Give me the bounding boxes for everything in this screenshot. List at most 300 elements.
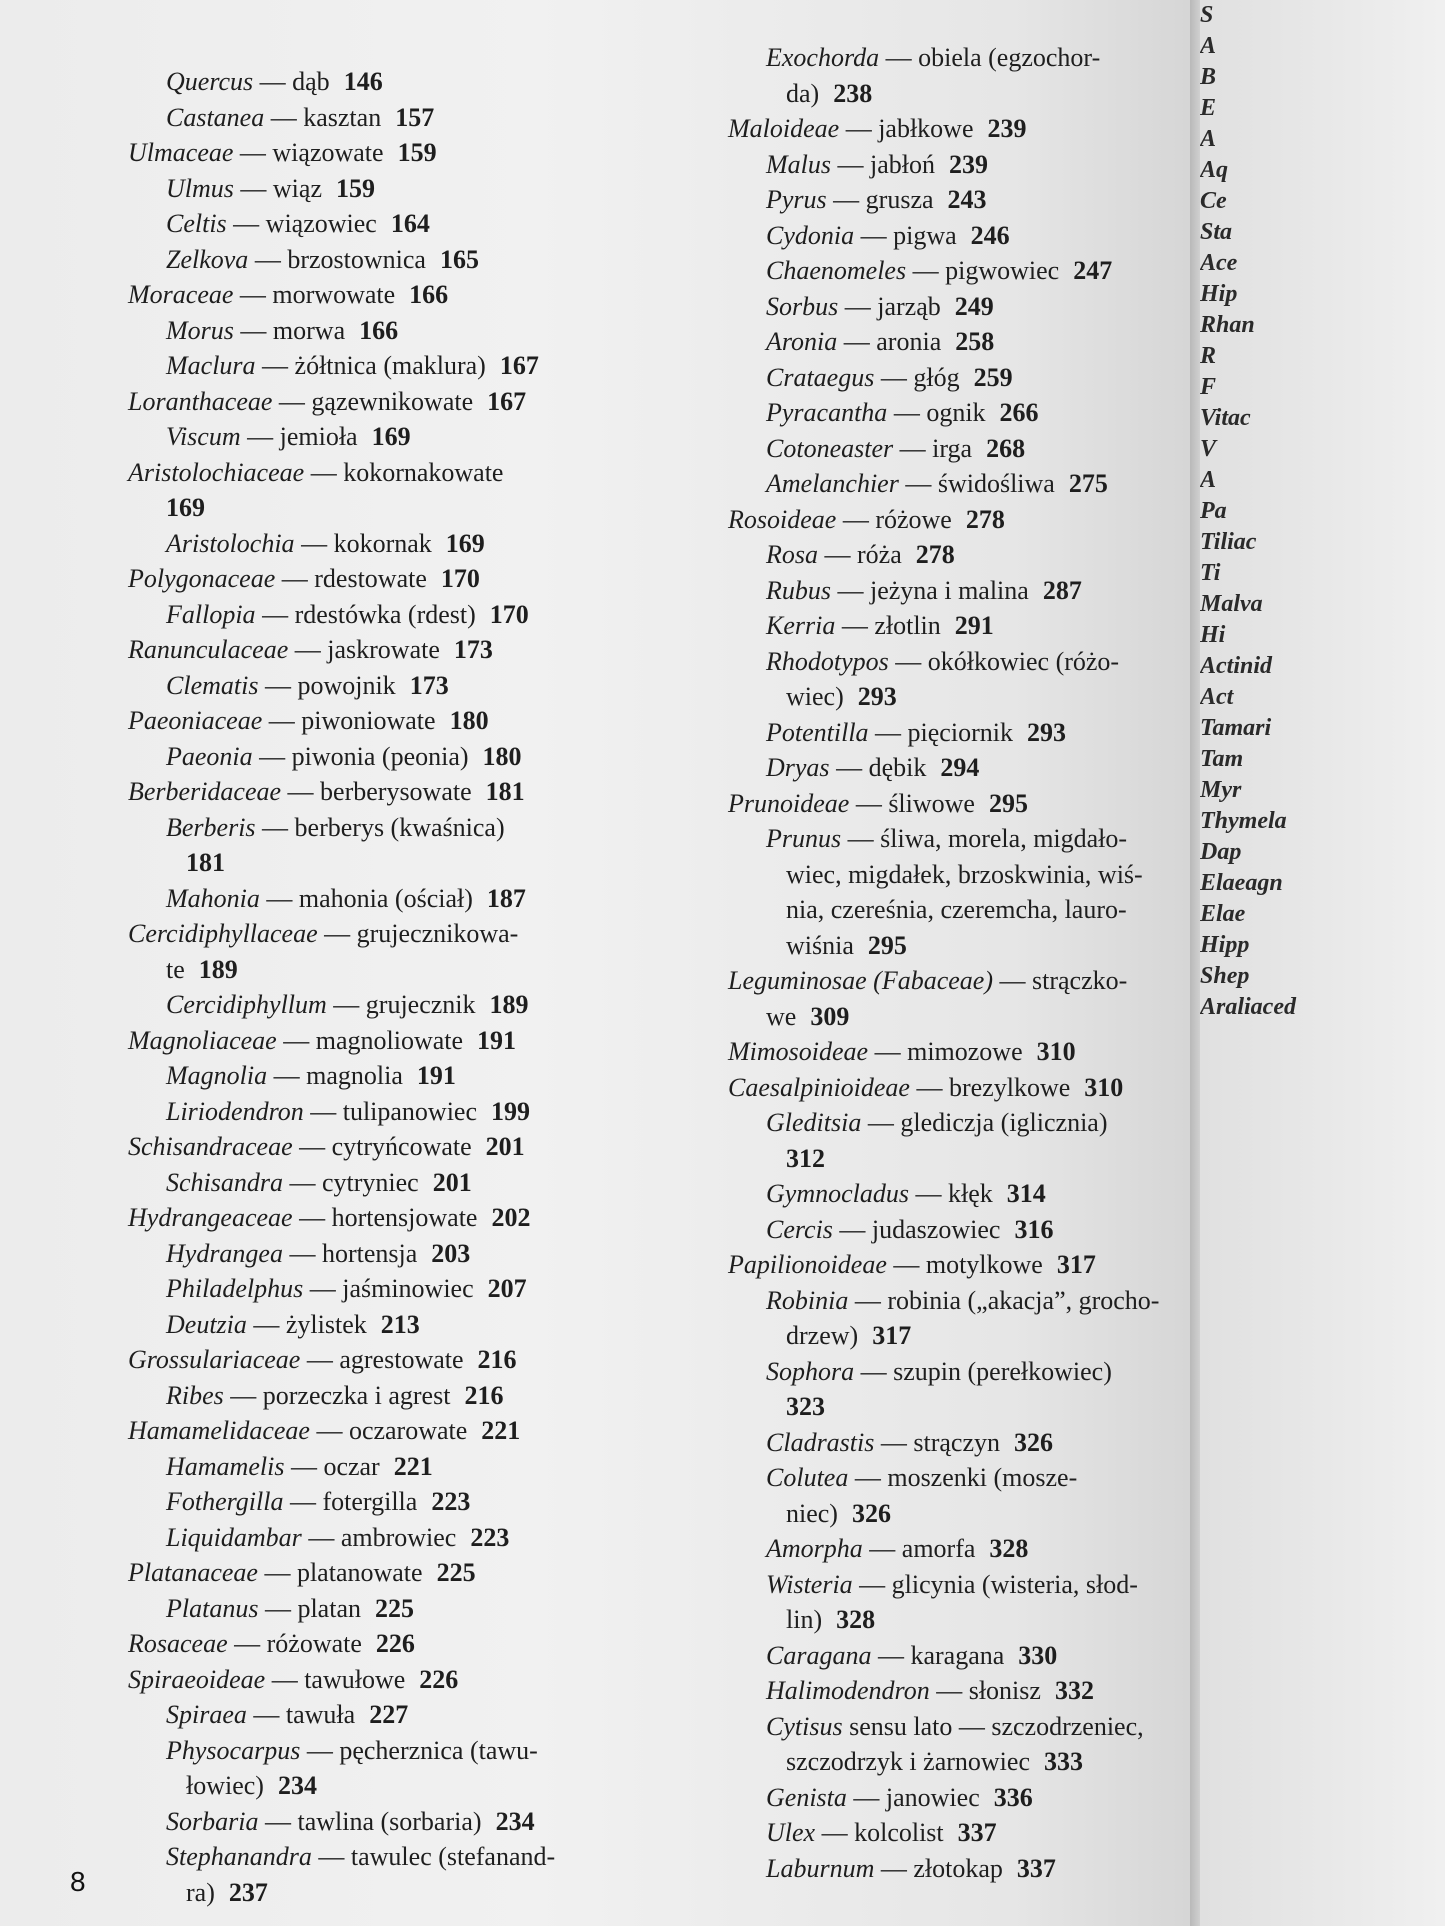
latin-name: Physocarpus: [166, 1735, 301, 1765]
right-page-fragment: Tiliac: [1200, 529, 1257, 555]
index-entry: Grossulariaceae — agrestowate 216: [128, 1345, 517, 1374]
page-ref: 221: [481, 1416, 521, 1445]
index-entry-continuation: [728, 928, 1248, 964]
polish-name: jabłoń: [870, 149, 935, 179]
polish-name: grujecznik: [365, 990, 476, 1019]
index-entry: Celtis — wiązowiec 164: [166, 209, 430, 238]
index-entry-continuation: [128, 845, 568, 881]
polish-name: berberysowate: [320, 777, 472, 806]
page-ref: 294: [940, 753, 980, 782]
polish-name-continued: drzew): [786, 1321, 859, 1350]
polish-name: jabłkowe: [878, 114, 974, 143]
right-page-fragment: V: [1200, 436, 1217, 462]
index-entry: Wisteria — glicynia (wisteria, słod-: [766, 1569, 1138, 1599]
page-ref: 173: [453, 635, 493, 664]
page-ref: 291: [954, 611, 994, 640]
index-entry: Hydrangea — hortensja 203: [166, 1238, 471, 1268]
right-page-fragment: Act: [1200, 684, 1234, 710]
index-entry: Castanea — kasztan 157: [166, 102, 435, 132]
polish-name: dębik: [868, 753, 927, 782]
latin-name: Schisandraceae: [128, 1132, 293, 1161]
index-entry: Papilionoideae — motylkowe 317: [728, 1250, 1096, 1279]
index-entry: Loranthaceae — gązewnikowate 167: [128, 386, 527, 416]
index-entry: Philadelphus — jaśminowiec 207: [166, 1274, 527, 1303]
right-page-fragment: Rhan: [1200, 312, 1255, 338]
polish-name: oczar: [323, 1451, 380, 1481]
latin-name: Robinia: [766, 1285, 849, 1315]
latin-name: Ulmus: [166, 173, 234, 203]
latin-name: Berberis: [166, 812, 256, 842]
index-entry: Hamamelidaceae — oczarowate 221: [128, 1416, 521, 1445]
index-entry: Cercidiphyllum — grujecznik 189: [166, 990, 529, 1019]
polish-name-continued: lin): [786, 1605, 823, 1634]
index-entry: Crataegus — głóg 259: [766, 362, 1013, 392]
latin-name: Potentilla: [766, 717, 869, 747]
page-ref: 337: [1016, 1853, 1056, 1883]
index-entry-continuation: [128, 952, 568, 988]
index-entry: Platanus — platan 225: [166, 1593, 414, 1623]
page-ref: 323: [786, 1392, 825, 1421]
right-page-fragment: Ti: [1200, 560, 1221, 586]
latin-name: Magnoliaceae: [128, 1025, 277, 1055]
index-entry: Pyrus — grusza 243: [766, 185, 987, 214]
latin-name: Laburnum: [766, 1853, 875, 1883]
page-ref: 287: [1042, 575, 1082, 605]
page-ref: 167: [499, 351, 539, 380]
latin-name: Crataegus: [766, 362, 875, 392]
polish-name-continued: we: [766, 1001, 797, 1031]
page-ref: 203: [431, 1238, 471, 1268]
page-ref: 223: [470, 1522, 510, 1552]
index-entry: Mahonia — mahonia (ościał) 187: [166, 883, 526, 913]
right-page-fragment: Shep: [1200, 963, 1250, 989]
index-entry: Berberidaceae — berberysowate 181: [128, 777, 525, 806]
polish-name: platan: [297, 1593, 361, 1623]
polish-name: grusza: [865, 185, 934, 214]
index-entry: Mimosoideae — mimozowe 310: [728, 1037, 1076, 1066]
latin-name: Amorpha: [766, 1534, 863, 1563]
latin-name: Pyracantha: [766, 398, 888, 427]
polish-name: jaskrowate: [327, 635, 440, 664]
page-ref: 181: [186, 848, 225, 877]
polish-name: judaszowiec: [871, 1214, 1001, 1244]
index-entry: Caesalpinioideae — brezylkowe 310: [728, 1072, 1124, 1102]
polish-name: motylkowe: [925, 1250, 1043, 1279]
index-entry: Ulmaceae — wiązowate 159: [128, 138, 437, 167]
page-ref: 317: [1056, 1250, 1096, 1279]
latin-name: Leguminosae (Fabaceae): [728, 966, 993, 995]
index-entry: Schisandra — cytryniec 201: [166, 1167, 472, 1197]
index-entry: Rosoideae — różowe 278: [728, 504, 1005, 534]
polish-name: śliwowe: [888, 788, 975, 818]
page-ref: 169: [166, 493, 205, 522]
polish-name: aronia: [876, 327, 942, 356]
polish-name: różowate: [266, 1629, 362, 1658]
index-entry: Liriodendron — tulipanowiec 199: [166, 1096, 531, 1126]
page-ref: 309: [810, 1001, 850, 1031]
polish-name: morwowate: [272, 280, 396, 309]
index-entry: Moraceae — morwowate 166: [128, 280, 449, 309]
polish-name: strączko-: [1031, 966, 1128, 995]
page-ref: 191: [416, 1061, 456, 1090]
index-entry: Rubus — jeżyna i malina 287: [766, 575, 1082, 605]
latin-name: Caesalpinioideae: [728, 1072, 910, 1102]
index-entry: Physocarpus — pęcherznica (tawu-: [166, 1735, 538, 1765]
latin-name: Pyrus: [766, 185, 827, 214]
page-ref: 226: [419, 1664, 459, 1694]
polish-name: jemioła: [279, 422, 358, 451]
index-entry: Amelanchier — świdośliwa 275: [766, 469, 1108, 498]
page-ref: 181: [485, 777, 525, 806]
polish-name: tawulec (stefanand-: [350, 1842, 556, 1871]
polish-name: porzeczka i agrest: [262, 1380, 451, 1410]
latin-name: Genista: [766, 1782, 847, 1812]
index-entry: Quercus — dąb 146: [166, 67, 383, 96]
polish-name: piwoniowate: [301, 706, 436, 735]
page-ref: 268: [986, 433, 1026, 463]
right-page-fragment: Actinid: [1200, 653, 1273, 679]
polish-name: pigwa: [893, 220, 957, 250]
polish-name: rdestowate: [314, 564, 427, 593]
index-entry: Sophora — szupin (perełkowiec): [766, 1356, 1112, 1386]
polish-name: żylistek: [285, 1309, 367, 1339]
index-entry: Hamamelis — oczar 221: [166, 1451, 433, 1481]
page-ref: 166: [359, 315, 399, 345]
right-page-fragment: A: [1200, 33, 1217, 59]
polish-name: grujecznikowa-: [356, 919, 519, 948]
right-page-fragment: Araliaced: [1200, 994, 1296, 1020]
page-ref: 316: [1014, 1214, 1054, 1244]
index-entry-continuation: [128, 490, 568, 526]
index-entry: Prunus — śliwa, morela, migdało-: [766, 824, 1128, 853]
polish-name: gązewnikowate: [311, 386, 474, 416]
polish-name: robinia („akacja”, grocho-: [887, 1285, 1160, 1315]
page-ref: 310: [1084, 1072, 1124, 1102]
page-ref: 337: [957, 1818, 997, 1847]
page-ref: 326: [851, 1498, 891, 1528]
polish-name: róża: [857, 540, 902, 569]
page-ref: 332: [1054, 1676, 1094, 1705]
index-entry: Colutea — moszenki (mosze-: [766, 1463, 1078, 1492]
latin-name: Maclura: [166, 351, 256, 380]
index-entry: Gymnocladus — kłęk 314: [766, 1179, 1046, 1208]
latin-name: Liquidambar: [166, 1522, 302, 1552]
latin-name: Ulex: [766, 1818, 816, 1847]
right-page-fragment: F: [1200, 374, 1217, 400]
latin-name: Cercidiphyllum: [166, 990, 327, 1019]
latin-name: Hydrangeaceae: [128, 1203, 293, 1232]
page-ref: 216: [464, 1380, 504, 1410]
polish-name-continued: wiec, migdałek, brzoskwinia, wiś-: [786, 859, 1143, 889]
polish-name: hortensjowate: [331, 1203, 478, 1232]
page-ref: 164: [390, 209, 430, 238]
right-page-fragment: Tam: [1200, 746, 1244, 772]
page-ref: 221: [393, 1451, 433, 1481]
index-entry-continuation: [728, 1389, 1248, 1425]
index-entry-continuation: [128, 1875, 568, 1911]
page-ref: 237: [228, 1877, 268, 1907]
right-page-fragment: Ace: [1200, 250, 1238, 276]
polish-name: ognik: [926, 398, 986, 427]
polish-name: okółkowiec (różo-: [927, 646, 1120, 676]
polish-name-continued: wiśnia: [786, 930, 854, 960]
page-ref: 278: [965, 504, 1005, 534]
page-ref: 258: [955, 327, 995, 356]
polish-name: kokornakowate: [343, 457, 504, 487]
page-ref: 266: [999, 398, 1039, 427]
right-page-fragment: B: [1200, 64, 1217, 90]
latin-name: Morus: [166, 315, 234, 345]
page-ref: 159: [336, 173, 375, 203]
index-entry: Rosa — róża 278: [766, 540, 955, 569]
index-entry: Exochorda — obiela (egzochor-: [766, 43, 1101, 72]
polish-name: karagana: [910, 1640, 1005, 1670]
latin-name: Mimosoideae: [728, 1037, 869, 1066]
index-entry-continuation: [728, 76, 1248, 112]
index-column-middle: [728, 40, 1248, 1886]
page-ref: 328: [989, 1534, 1029, 1563]
index-entry-continuation: [728, 1318, 1248, 1354]
page-ref: 238: [833, 78, 873, 108]
index-entry: Clematis — powojnik 173: [166, 670, 449, 700]
index-entry: Potentilla — pięciornik 293: [766, 717, 1066, 747]
polish-name: złotlin: [874, 611, 941, 640]
index-entry: Ribes — porzeczka i agrest 216: [166, 1380, 504, 1410]
right-page-fragment: Vitac: [1200, 405, 1251, 431]
index-entry-continuation: [728, 857, 1248, 893]
index-entry: Maclura — żółtnica (maklura) 167: [166, 351, 539, 380]
index-entry: Aristolochia — kokornak 169: [166, 528, 485, 558]
latin-name: Amelanchier: [766, 469, 899, 498]
page-ref: 226: [375, 1629, 415, 1658]
polish-name-continued: łowiec): [186, 1771, 264, 1800]
page-ref: 295: [867, 930, 907, 960]
page-ref: 317: [872, 1321, 912, 1350]
polish-name: glediczja (iglicznia): [900, 1108, 1108, 1137]
index-entry: Magnoliaceae — magnoliowate 191: [128, 1025, 517, 1055]
polish-name: pigwowiec: [945, 256, 1060, 285]
latin-name: Aronia: [766, 327, 838, 356]
latin-name: Platanaceae: [128, 1558, 258, 1587]
index-entry: Amorpha — amorfa 328: [766, 1534, 1029, 1563]
latin-name: Dryas: [766, 753, 830, 782]
index-entry: Fallopia — rdestówka (rdest) 170: [166, 599, 529, 629]
page-ref: 336: [993, 1782, 1033, 1812]
page-ref: 202: [491, 1203, 531, 1232]
latin-name: Deutzia: [166, 1309, 247, 1339]
page-ref: 314: [1006, 1179, 1046, 1208]
latin-name: Berberidaceae: [128, 777, 282, 806]
polish-name: szupin (perełkowiec): [893, 1356, 1112, 1386]
index-entry: Sorbaria — tawlina (sorbaria) 234: [166, 1806, 535, 1836]
polish-name: glicynia (wisteria, słod-: [891, 1569, 1138, 1599]
latin-name: Fallopia: [166, 599, 256, 629]
index-entry: Chaenomeles — pigwowiec 247: [766, 256, 1113, 285]
right-page-fragment: Hipp: [1200, 932, 1250, 958]
page-ref: 234: [495, 1806, 535, 1836]
index-entry: Gleditsia — glediczja (iglicznia): [766, 1108, 1108, 1137]
page-ref: 278: [915, 540, 955, 569]
index-entry: Stephanandra — tawulec (stefanand-: [166, 1842, 556, 1871]
latin-name: Papilionoideae: [728, 1250, 887, 1279]
page-ref: 187: [486, 883, 526, 913]
page-ref: 180: [449, 706, 489, 735]
page-number: 8: [70, 1866, 86, 1897]
index-entry: Aronia — aronia 258: [766, 327, 995, 356]
polish-name: kasztan: [303, 102, 382, 132]
right-page-fragment: Myr: [1200, 777, 1242, 803]
latin-name: Paeoniaceae: [128, 706, 263, 735]
index-entry: Schisandraceae — cytryńcowate 201: [128, 1132, 525, 1161]
right-page-fragment: Dap: [1200, 839, 1242, 865]
index-entry: Ulex — kolcolist 337: [766, 1818, 997, 1847]
latin-name: Grossulariaceae: [128, 1345, 301, 1374]
latin-name: Halimodendron: [766, 1676, 930, 1705]
page-ref: 201: [485, 1132, 525, 1161]
page-ref: 330: [1018, 1640, 1058, 1670]
polish-name: magnolia: [306, 1061, 403, 1090]
index-entry: Liquidambar — ambrowiec 223: [166, 1522, 510, 1552]
polish-name: wiązowate: [272, 138, 384, 167]
index-entry: Cydonia — pigwa 246: [766, 220, 1010, 250]
polish-name: jaśminowiec: [342, 1274, 474, 1303]
polish-name: słonisz: [968, 1676, 1041, 1705]
page-ref: 166: [409, 280, 449, 309]
polish-name-continued: niec): [786, 1498, 838, 1528]
index-entry: Halimodendron — słonisz 332: [766, 1676, 1094, 1705]
polish-name-continued: te: [166, 954, 185, 984]
page-ref: 170: [489, 599, 529, 629]
polish-name-continued: ra): [186, 1877, 215, 1907]
index-entry: Cercidiphyllaceae — grujecznikowa-: [128, 919, 519, 948]
index-entry: Caragana — karagana 330: [766, 1640, 1058, 1670]
polish-name: różowe: [875, 504, 952, 534]
page-ref: 180: [482, 741, 522, 771]
page-ref: 225: [436, 1558, 476, 1587]
page-ref: 326: [1014, 1427, 1053, 1457]
page-ref: 225: [374, 1593, 414, 1623]
latin-name: Wisteria: [766, 1569, 853, 1599]
page-ref: 293: [857, 682, 897, 711]
index-entry: Maloideae — jabłkowe 239: [728, 114, 1027, 143]
polish-name: oczarowate: [348, 1416, 468, 1445]
polish-name: janowiec: [885, 1782, 980, 1812]
polish-name: irga: [932, 433, 973, 463]
right-page-fragment: E: [1200, 95, 1217, 121]
latin-name: Aristolochiaceae: [128, 457, 305, 487]
page-ref: 159: [397, 138, 437, 167]
latin-name: Spiraeoideae: [128, 1664, 266, 1694]
latin-name: Sorbaria: [166, 1806, 259, 1836]
page-ref: 249: [954, 291, 994, 321]
latin-name: Cercidiphyllaceae: [128, 919, 318, 948]
latin-name: Cladrastis: [766, 1427, 875, 1457]
page-ref: 189: [198, 954, 238, 984]
latin-name: Caragana: [766, 1640, 872, 1670]
index-entry: Ulmus — wiąz 159: [166, 173, 375, 203]
page-ref: 146: [343, 67, 383, 96]
page-ref: 223: [431, 1487, 471, 1516]
index-entry-continuation: [728, 999, 1248, 1035]
polish-name: tawlina (sorbaria): [297, 1806, 482, 1836]
index-entry: Robinia — robinia („akacja”, grocho-: [766, 1285, 1160, 1315]
right-page-fragment: A: [1200, 126, 1217, 152]
index-entry: Ranunculaceae — jaskrowate 173: [128, 635, 493, 664]
latin-name: Gymnocladus: [766, 1179, 909, 1208]
latin-name: Sorbus: [766, 291, 839, 321]
polish-name: dąb: [292, 67, 330, 96]
index-entry: Polygonaceae — rdestowate 170: [128, 564, 480, 593]
page-ref: 169: [371, 422, 411, 451]
polish-name: morwa: [272, 315, 346, 345]
polish-name: piwonia (peonia): [291, 741, 469, 771]
index-entry-continuation: [728, 1141, 1248, 1177]
latin-name: Platanus: [166, 1593, 259, 1623]
polish-name: hortensja: [321, 1238, 418, 1268]
page-ref: 191: [477, 1025, 517, 1055]
latin-name: Liriodendron: [166, 1096, 304, 1126]
polish-name-continued: wiec): [786, 682, 844, 711]
page-ref: 234: [277, 1771, 317, 1800]
latin-name: Clematis: [166, 670, 259, 700]
index-entry-continuation: [128, 1768, 568, 1804]
polish-name: tawuła: [285, 1700, 356, 1729]
latin-name: Exochorda: [766, 43, 880, 72]
index-entry-continuation: [728, 892, 1248, 928]
polish-name: jeżyna i malina: [870, 575, 1029, 605]
latin-name: Cercis: [766, 1214, 833, 1244]
polish-name: amorfa: [901, 1534, 976, 1563]
polish-name: fotergilla: [322, 1487, 418, 1516]
latin-name: Gleditsia: [766, 1108, 862, 1137]
index-column-left: [128, 64, 568, 1910]
polish-name: berberys (kwaśnica): [294, 812, 505, 842]
page-ref: 165: [439, 244, 479, 274]
polish-name: świdośliwa: [937, 469, 1055, 498]
page-ref: 259: [973, 362, 1013, 392]
polish-name: jarząb: [877, 291, 941, 321]
index-entry: Aristolochiaceae — kokornakowate: [128, 457, 504, 487]
latin-name: Quercus: [166, 67, 254, 96]
polish-name-continued: nia, czereśnia, czeremcha, lauro-: [786, 895, 1127, 924]
latin-name: Stephanandra: [166, 1842, 312, 1871]
latin-name: Rosaceae: [128, 1629, 228, 1658]
right-page-fragment: Elae: [1200, 901, 1246, 927]
polish-name: wiązowiec: [265, 209, 377, 238]
page-ref: 310: [1036, 1037, 1076, 1066]
right-page-fragment: R: [1200, 343, 1217, 369]
latin-name: Kerria: [766, 611, 836, 640]
page-ref: 167: [487, 386, 527, 416]
latin-name: Chaenomeles: [766, 256, 907, 285]
latin-name: Spiraea: [166, 1700, 247, 1729]
polish-name: sensu lato — szczodrzeniec,: [849, 1711, 1144, 1741]
latin-name: Loranthaceae: [128, 386, 273, 416]
index-entry: Spiraeoideae — tawułowe 226: [128, 1664, 459, 1694]
polish-name-continued: szczodrzyk i żarnowiec: [786, 1747, 1030, 1776]
page-ref: 189: [489, 990, 529, 1019]
page-ref: 243: [947, 185, 987, 214]
latin-name: Maloideae: [728, 114, 840, 143]
right-page-fragment: Hi: [1200, 622, 1226, 648]
right-page-fragment: Aq: [1200, 157, 1229, 183]
latin-name: Sophora: [766, 1356, 855, 1386]
right-page-fragment: Sta: [1200, 219, 1233, 245]
index-entry: Platanaceae — platanowate 225: [128, 1558, 476, 1587]
index-entry: Pyracantha — ognik 266: [766, 398, 1039, 427]
polish-name: żółtnica (maklura): [294, 351, 486, 380]
latin-name: Viscum: [166, 422, 241, 451]
